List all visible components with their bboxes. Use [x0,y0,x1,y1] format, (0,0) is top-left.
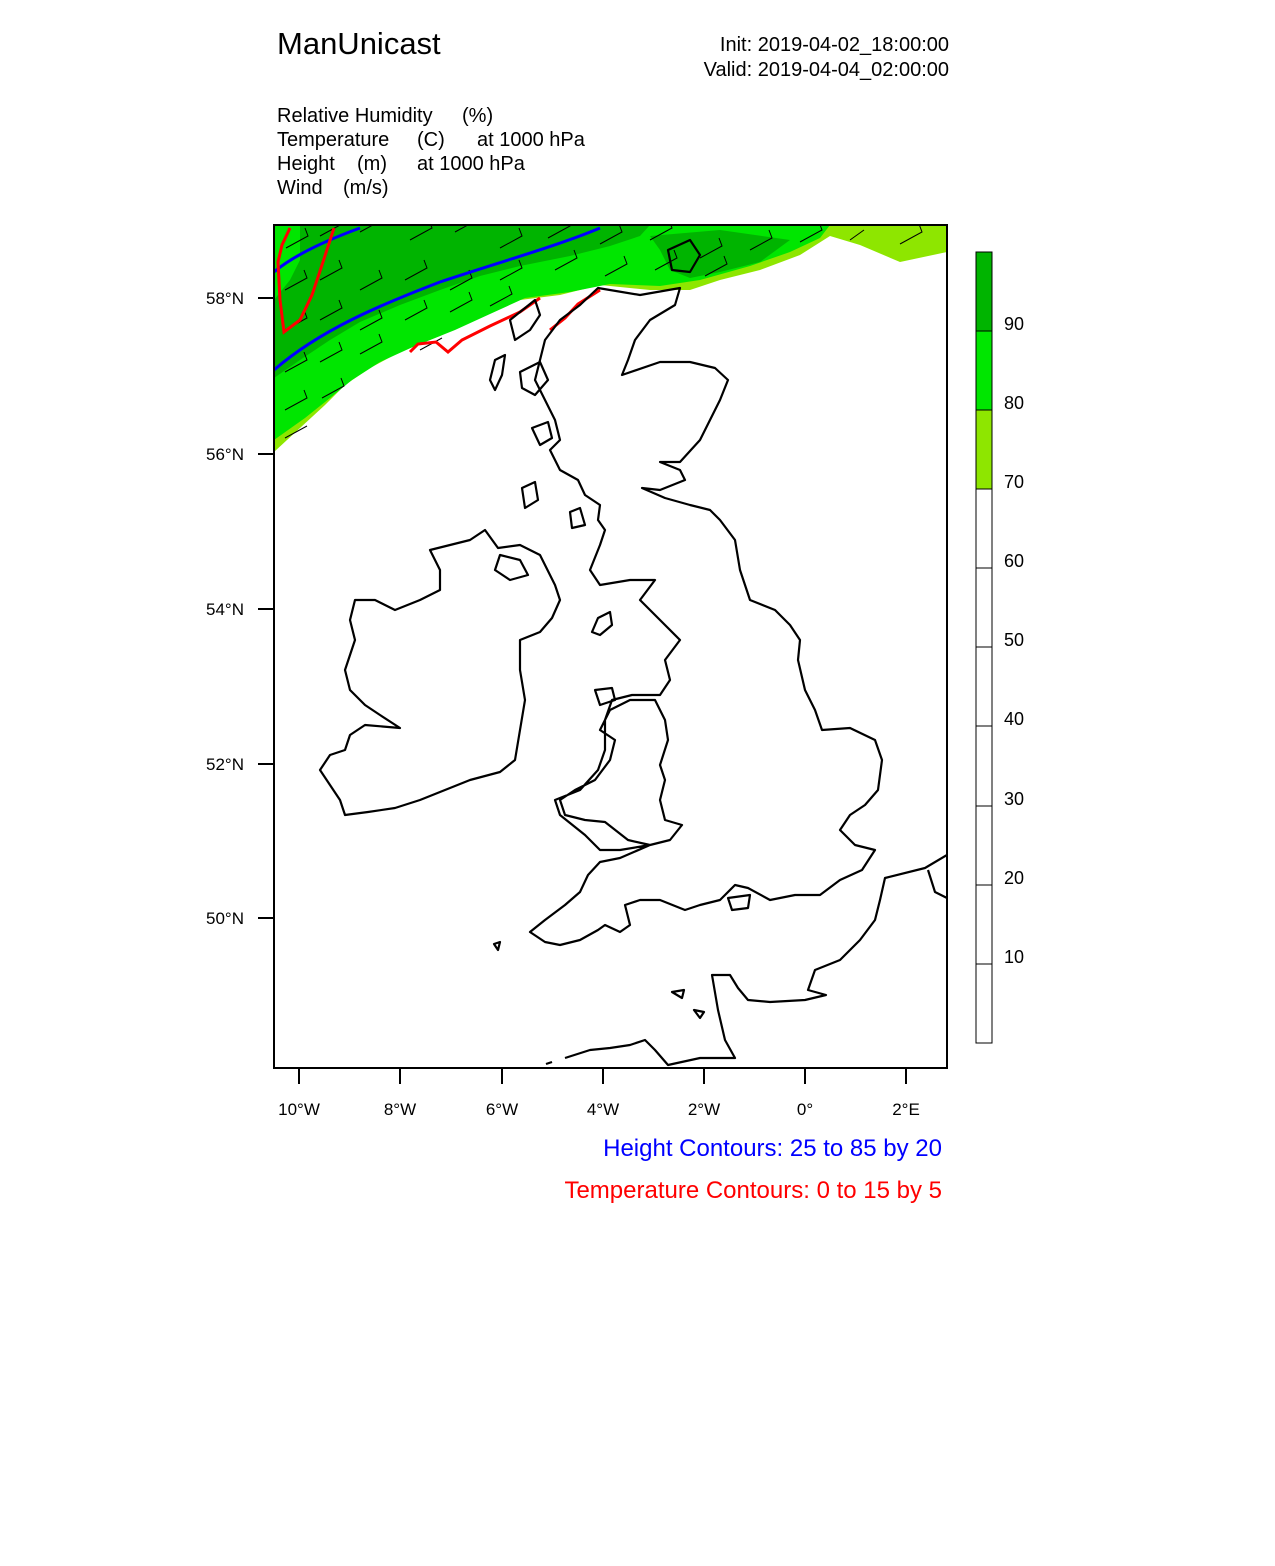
coastline-ireland [320,530,560,815]
coastline-arran [570,508,585,528]
valid-time: Valid: 2019-04-04_02:00:00 [703,59,949,81]
coastline-channel-islands [672,990,684,998]
colorbar-segment [976,568,992,647]
init-time: Init: 2019-04-02_18:00:00 [719,34,949,56]
map-title: ManUnicast [277,26,441,61]
colorbar-segment [976,647,992,726]
variable-name: Wind [277,177,323,199]
coastline-brittany-isle [546,1062,552,1064]
colorbar-segment [976,806,992,885]
variable-level: at 1000 hPa [417,153,525,175]
lat-tick-label: 56°N [206,445,244,464]
colorbar-label: 20 [1004,868,1025,888]
lat-tick-labels [206,289,244,928]
colorbar-label: 90 [1004,314,1025,334]
coastline-islay [522,482,538,508]
coastline-hebrides [490,355,505,390]
coastline-mull [532,422,552,445]
coastline-skye [520,362,548,395]
coastline-great-britain [530,288,882,945]
colorbar-segment [976,489,992,568]
lon-tick-label: 6°W [485,1100,519,1119]
coastlines [320,240,947,1065]
lat-tick-label: 54°N [206,600,244,619]
colorbar-label: 30 [1004,789,1025,809]
colorbar-label: 60 [1004,551,1025,571]
coastline-isle-of-wight [728,895,750,910]
coastline-scilly [494,942,500,950]
lat-tick-label: 58°N [206,289,244,308]
lon-tick-label: 0° [796,1100,814,1119]
lon-tick-labels [278,1100,920,1119]
colorbar-label: 40 [1004,709,1025,729]
variable-unit: (m/s) [343,177,389,199]
lon-ticks [299,1068,906,1084]
lat-tick-label: 50°N [206,909,244,928]
lon-tick-label: 2°W [687,1100,721,1119]
variable-name: Height [277,153,335,175]
coastline-france [565,855,947,1065]
variable-name: Temperature [277,129,390,151]
variable-unit: (m) [357,153,387,175]
variable-unit: (%) [462,105,494,127]
lat-tick-label: 52°N [206,755,244,774]
colorbar-segment [976,410,992,489]
lon-tick-label: 4°W [586,1100,620,1119]
colorbar-label: 50 [1004,630,1025,650]
temperature-contours-legend: Temperature Contours: 0 to 15 by 5 [564,1177,942,1204]
variable-name: Relative Humidity [277,105,433,127]
variable-unit: (C) [417,129,445,151]
colorbar-segment [976,331,992,410]
coastline-isle-of-man [592,612,612,635]
map-plot-area [274,212,947,1065]
colorbar-segment [976,885,992,964]
lon-tick-label: 10°W [278,1100,320,1119]
colorbar-label: 70 [1004,472,1025,492]
colorbar-label: 80 [1004,393,1025,413]
coastline-hebrides [510,300,540,340]
lon-tick-label: 8°W [383,1100,417,1119]
lon-tick-label: 2°E [892,1100,920,1119]
colorbar-segment [976,252,992,331]
coastline-france-inlet [928,870,947,898]
lat-ticks [258,298,274,918]
colorbar-label: 10 [1004,947,1025,967]
coastline-channel-islands [694,1010,704,1018]
colorbar [976,252,992,1043]
colorbar-segment [976,964,992,1043]
coastline-lough-neagh [495,555,528,580]
variable-level: at 1000 hPa [477,129,585,151]
colorbar-labels [1004,314,1024,967]
colorbar-segment [976,726,992,806]
height-contours-legend: Height Contours: 25 to 85 by 20 [603,1135,942,1162]
